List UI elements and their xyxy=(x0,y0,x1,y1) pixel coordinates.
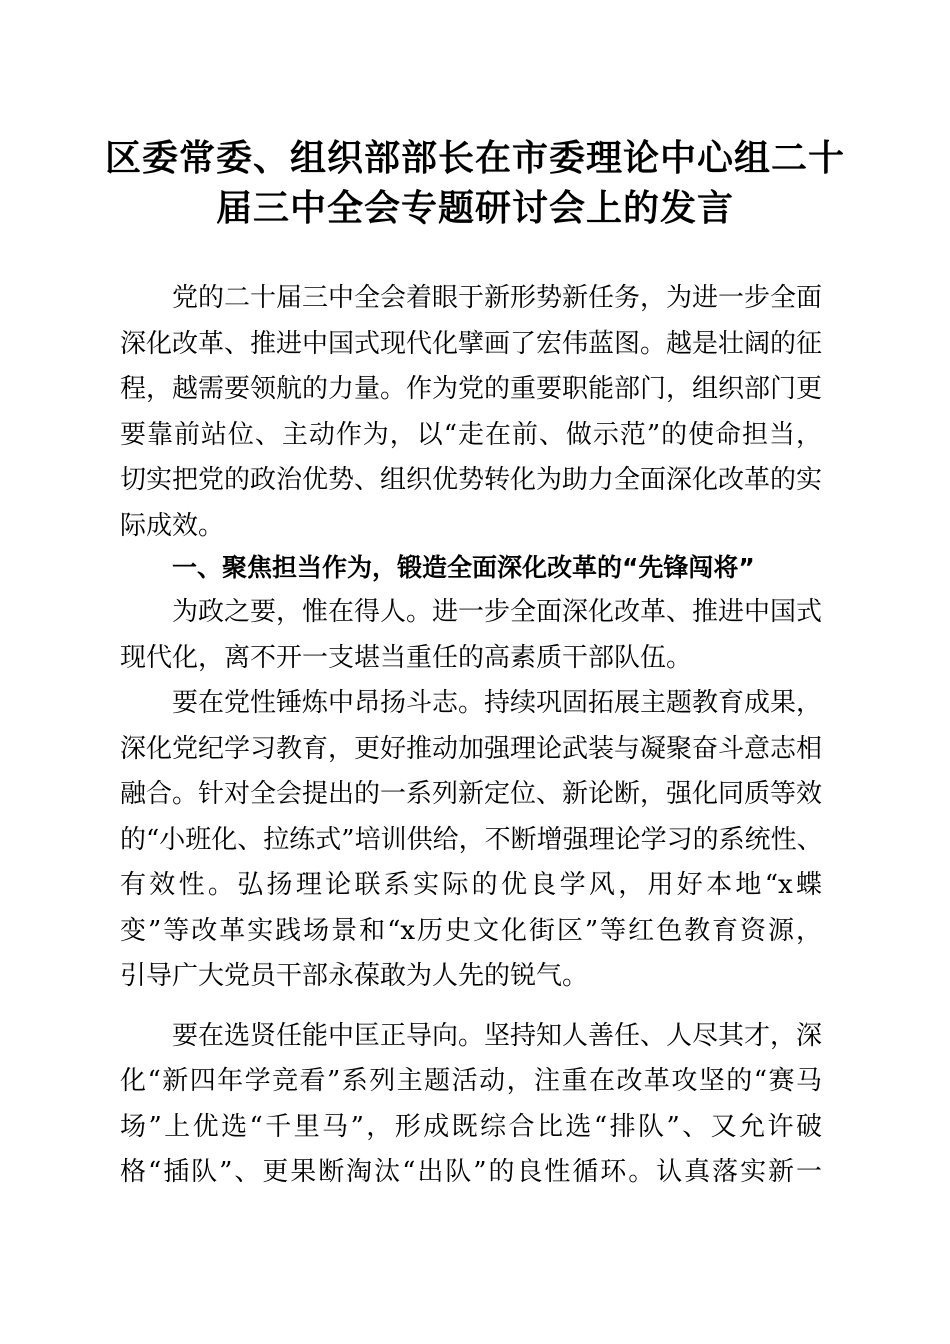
text-line: 深化党纪学习教育，更好推动加强理论武装与凝聚奋斗意志相 xyxy=(120,733,823,764)
text-line: 的“小班化、拉练式”培训供给，不断增强理论学习的系统性、 xyxy=(120,824,823,855)
text-line: 要在党性锤炼中昂扬斗志。持续巩固拓展主题教育成果， xyxy=(172,688,823,718)
text-line: 切实把党的政治优势、组织优势转化为助力全面深化改革的实 xyxy=(120,465,823,495)
section-heading-1: 一、聚焦担当作为，锻造全面深化改革的“先锋闯将” xyxy=(172,553,755,582)
text-line: 有效性。弘扬理论联系实际的优良学风，用好本地“x蝶 xyxy=(120,870,822,900)
text-line: 际成效。 xyxy=(120,510,225,541)
text-line: 现代化，离不开一支堪当重任的高素质干部队伍。 xyxy=(120,642,693,673)
paragraph-3 xyxy=(120,681,822,1000)
document-body xyxy=(120,276,822,1196)
text-line: 程，越需要领航的力量。作为党的重要职能部门，组织部门更 xyxy=(120,374,823,404)
text-line: 引导广大党员干部永葆敢为人先的锐气。 xyxy=(120,961,589,991)
paragraph-1 xyxy=(120,276,822,549)
text-line: 党的二十届三中全会着眼于新形势新任务，为进一步全面 xyxy=(172,283,823,313)
title-line-1: 区委常委、组织部部长在市委理论中心组二十 xyxy=(104,137,845,179)
text-line: 融合。针对全会提出的一系列新定位、新论断，强化同质等效 xyxy=(120,779,823,809)
document-title xyxy=(0,133,950,233)
text-line: 为政之要，惟在得人。进一步全面深化改革、推进中国式 xyxy=(172,597,823,627)
text-line: 深化改革、推进中国式现代化擘画了宏伟蓝图。越是壮阔的征 xyxy=(120,328,823,359)
title-line-2: 届三中全会专题研讨会上的发言 xyxy=(215,187,734,229)
paragraph-2 xyxy=(120,590,822,681)
paragraph-4 xyxy=(120,1014,822,1196)
text-line: 场”上优选“千里马”，形成既综合比选“排队”、又允许破 xyxy=(120,1111,822,1142)
text-line: 要在选贤任能中匡正导向。坚持知人善任、人尽其才，深 xyxy=(172,1020,823,1051)
text-line: 化“新四年学竞看”系列主题活动，注重在改革攻坚的“赛马 xyxy=(120,1066,822,1096)
text-line: 变”等改革实践场景和“x历史文化街区”等红色教育资源， xyxy=(120,915,822,946)
text-line: 要靠前站位、主动作为，以“走在前、做示范”的使命担当， xyxy=(120,419,822,450)
text-line: 格“插队”、更果断淘汰“出队”的良性循环。认真落实新一 xyxy=(120,1157,822,1187)
